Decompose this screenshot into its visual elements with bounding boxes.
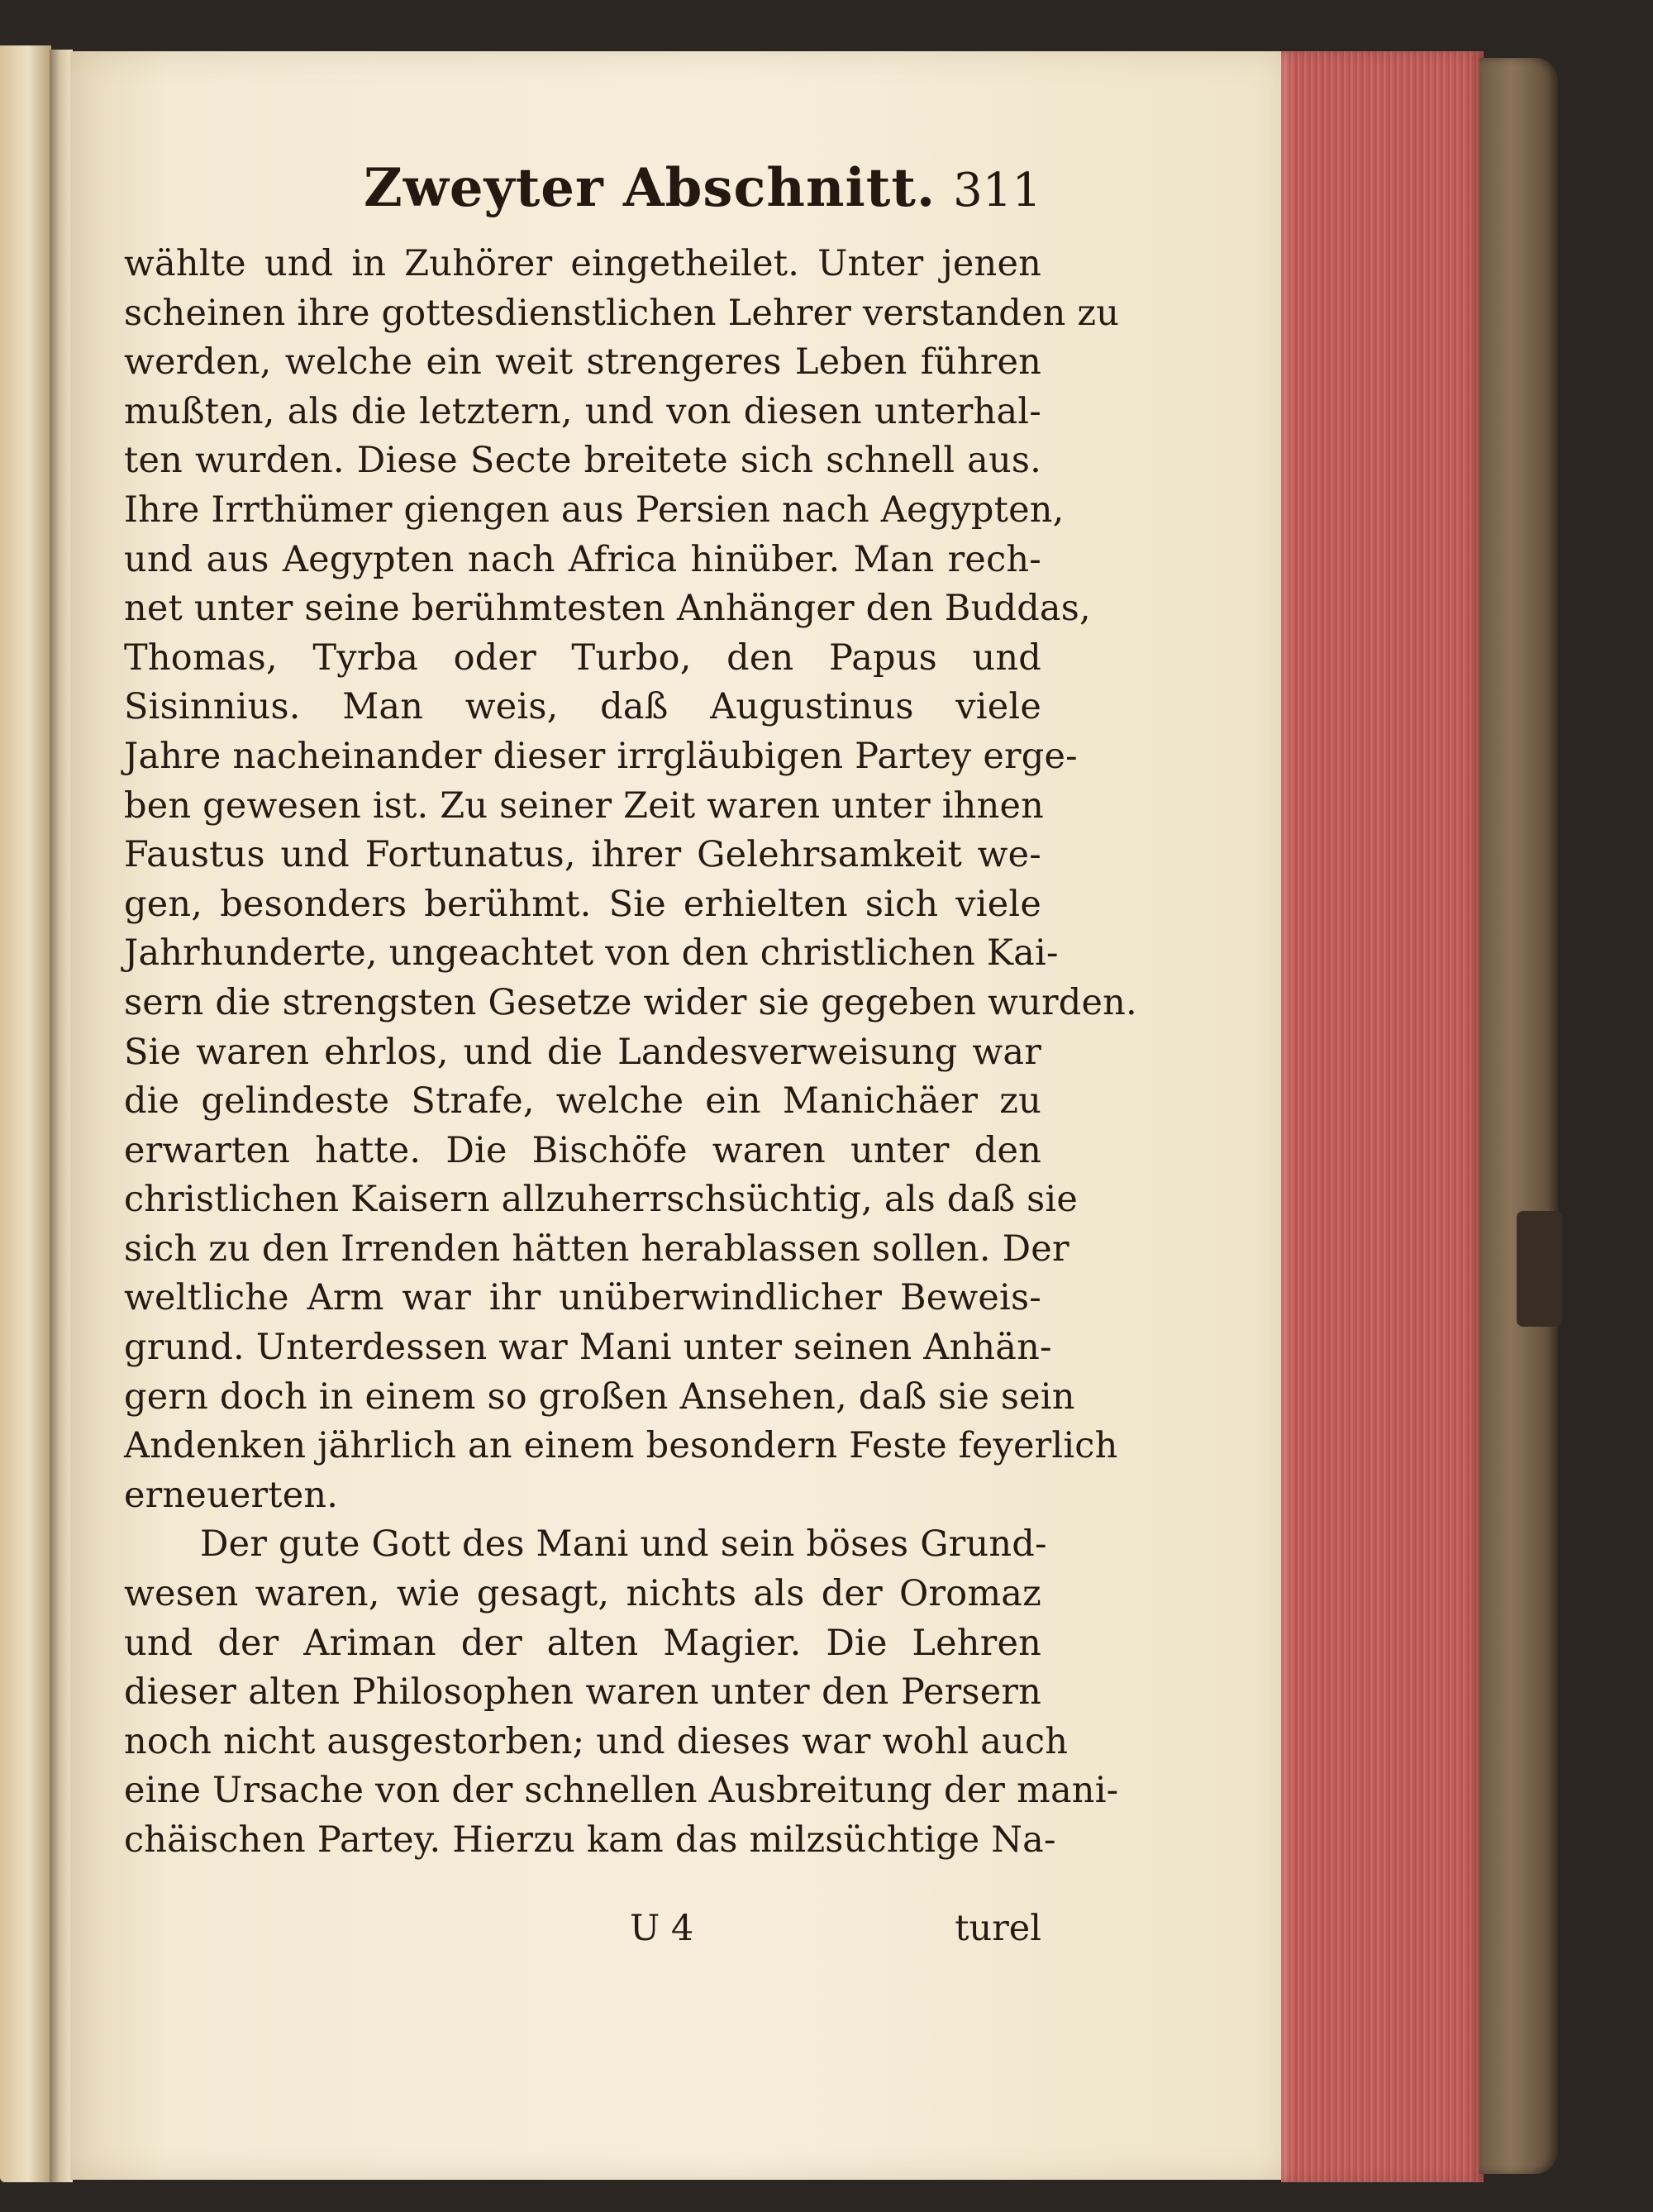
text-line: Thomas, Tyrba oder Turbo, den Papus und xyxy=(124,636,1041,679)
text-line: Sisinnius. Man weis, daß Augustinus viele xyxy=(124,686,1041,728)
previous-page-edge xyxy=(0,45,51,2182)
text-line: ben gewesen ist. Zu seiner Zeit waren unter ihnen xyxy=(124,784,1044,827)
text-line: Jahre nacheinander dieser irrgläubigen Partey erge- xyxy=(124,735,1078,777)
text-line: sern die strengsten Gesetze wider sie gegeben wurden. xyxy=(124,981,1137,1023)
text-line: scheinen ihre gottesdienstlichen Lehrer verstanden zu xyxy=(124,292,1120,334)
text-line: die gelindeste Strafe, welche ein Manichäer zu xyxy=(124,1080,1041,1123)
text-line: Andenken jährlich an einem besondern Feste feyerlich xyxy=(124,1425,1118,1467)
text-line: christlichen Kaisern allzuherrschsüchtig, als daß sie xyxy=(124,1179,1079,1221)
text-line: wesen waren, wie gesagt, nichts als der Oromaz xyxy=(124,1573,1041,1615)
text-line: mußten, als die letztern, und von diesen unterhal- xyxy=(124,390,1041,432)
text-line: chäischen Partey. Hierzu kam das milzsüchtige Na- xyxy=(124,1819,1056,1861)
text-line: ten wurden. Diese Secte breitete sich schnell aus. xyxy=(124,440,1041,482)
page-header xyxy=(124,149,1041,223)
book-gutter xyxy=(50,50,73,2182)
page-footer xyxy=(124,1908,1041,1959)
text-line: wählte und in Zuhörer eingetheilet. Unter jenen xyxy=(124,243,1041,284)
text-line: Jahrhunderte, ungeachtet von den christlichen Kai- xyxy=(124,932,1059,975)
text-line: grund. Unterdessen war Mani unter seinen Anhän- xyxy=(124,1327,1052,1369)
text-line: net unter seine berühmtesten Anhänger den Buddas, xyxy=(124,588,1091,630)
text-line: weltliche Arm war ihr unüberwindlicher Beweis- xyxy=(124,1277,1041,1319)
signature-mark: U 4 xyxy=(630,1908,694,1949)
text-line: erwarten hatte. Die Bischöfe waren unter den xyxy=(124,1129,1041,1171)
body-text xyxy=(124,240,1137,1866)
text-line: und der Ariman der alten Magier. Die Lehren xyxy=(124,1622,1041,1664)
text-line: erneuerten. xyxy=(124,1474,339,1516)
running-title: Zweyter Abschnitt. xyxy=(364,157,936,219)
book-cover-edge xyxy=(1479,58,1558,2174)
red-page-edges xyxy=(1281,51,1484,2182)
text-line: gen, besonders berühmt. Sie erhielten sich viele xyxy=(124,883,1041,925)
text-line: Ihre Irrthümer giengen aus Persien nach Aegypten, xyxy=(124,489,1065,531)
text-line: noch nicht ausgestorben; und dieses war wohl auch xyxy=(124,1720,1069,1762)
text-line: eine Ursache von der schnellen Ausbreitung der mani- xyxy=(124,1770,1119,1812)
text-line: Sie waren ehrlos, und die Landesverweisung war xyxy=(124,1031,1041,1073)
text-line: werden, welche ein weit strengeres Leben führen xyxy=(124,341,1041,384)
text-line: und aus Aegypten nach Africa hinüber. Man rech- xyxy=(124,538,1041,580)
text-line: gern doch in einem so großen Ansehen, daß sie sein xyxy=(124,1375,1075,1418)
text-line: dieser alten Philosophen waren unter den Persern xyxy=(124,1671,1041,1714)
bookmark-tab xyxy=(1517,1211,1562,1327)
text-line: Faustus und Fortunatus, ihrer Gelehrsamkeit we- xyxy=(124,834,1041,876)
page-number: 311 xyxy=(953,164,1041,217)
text-line: Der gute Gott des Mani und sein böses Grund- xyxy=(200,1523,1047,1566)
text-line: sich zu den Irrenden hätten herablassen sollen. Der xyxy=(124,1228,1069,1270)
catchword: turel xyxy=(955,1908,1041,1949)
